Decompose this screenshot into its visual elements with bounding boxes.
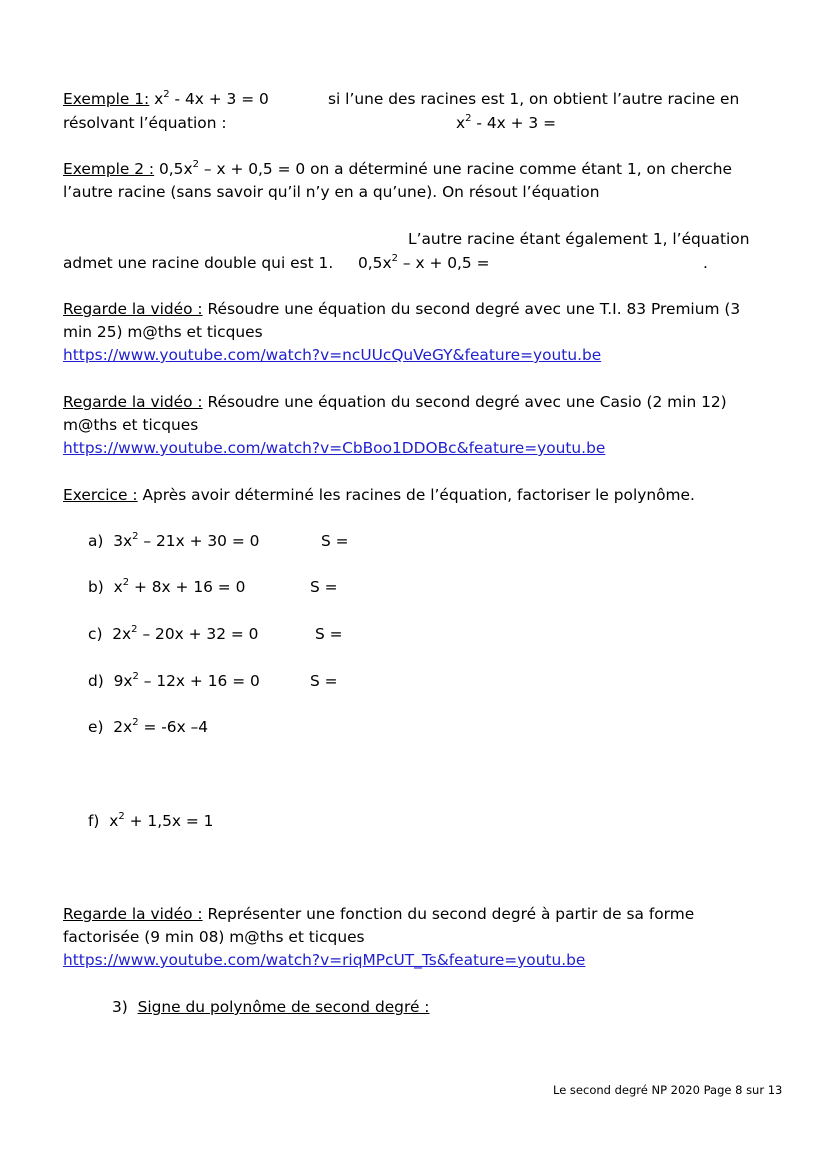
item-letter: b) bbox=[88, 578, 104, 596]
exercise-item-e bbox=[88, 717, 208, 737]
example2-dot: . bbox=[703, 254, 708, 272]
example2-equation3 bbox=[358, 253, 490, 273]
example2-eq-x: 0,5x bbox=[154, 160, 193, 178]
item-eq-post: + 8x + 16 = 0 bbox=[129, 578, 246, 596]
example1-line1 bbox=[63, 89, 269, 109]
item-eq-post: – 12x + 16 = 0 bbox=[138, 672, 260, 690]
video1-label: Regarde la vidéo : bbox=[63, 300, 203, 318]
video3-text: Représenter une fonction du second degré à partir de sa forme bbox=[202, 905, 695, 923]
item-eq-post: – 21x + 30 = 0 bbox=[138, 532, 260, 550]
example1-equation-x: x bbox=[149, 90, 164, 108]
video2-text: Résoudre une équation du second degré avec une Casio (2 min 12) bbox=[202, 393, 727, 411]
exercise-item-c-solution: S = bbox=[315, 625, 343, 643]
exercise-text: Après avoir déterminé les racines de l’équation, factoriser le polynôme. bbox=[137, 486, 695, 504]
section3-heading bbox=[112, 997, 430, 1017]
video2-label: Regarde la vidéo : bbox=[63, 393, 203, 411]
video1-link[interactable]: https://www.youtube.com/watch?v=ncUUcQuVeGY&feature=youtu.be bbox=[63, 346, 602, 364]
item-eq-pre: 2x bbox=[112, 625, 132, 643]
example2-eq3-x: 0,5x bbox=[358, 254, 392, 272]
exponent: 2 bbox=[465, 112, 472, 124]
example2-text: on a déterminé une racine comme étant 1, on cherche bbox=[305, 160, 732, 178]
video2-link-line bbox=[63, 438, 605, 458]
video3-label: Regarde la vidéo : bbox=[63, 905, 203, 923]
example2-eq3-rest: – x + 0,5 = bbox=[397, 254, 490, 272]
exercise-heading bbox=[63, 485, 695, 505]
item-eq-pre: 3x bbox=[113, 532, 133, 550]
item-letter: a) bbox=[88, 532, 104, 550]
item-eq-pre: 2x bbox=[113, 718, 133, 736]
video3-link-line bbox=[63, 950, 585, 970]
example1-label: Exemple 1: bbox=[63, 90, 150, 108]
exponent: 2 bbox=[132, 716, 139, 728]
exponent: 2 bbox=[131, 623, 138, 635]
example1-eq2-rest: - 4x + 3 = bbox=[471, 114, 556, 132]
exercise-label: Exercice : bbox=[63, 486, 138, 504]
exercise-item-c bbox=[88, 624, 258, 644]
example2-line3: L’autre racine étant également 1, l’équation bbox=[408, 230, 750, 248]
exercise-item-a bbox=[88, 531, 259, 551]
example1-line2: résolvant l’équation : bbox=[63, 114, 227, 132]
item-eq-pre: x bbox=[113, 578, 123, 596]
exponent: 2 bbox=[391, 252, 398, 264]
video3-line1 bbox=[63, 904, 694, 924]
exponent: 2 bbox=[122, 576, 130, 588]
item-letter: d) bbox=[88, 672, 104, 690]
exponent: 2 bbox=[132, 530, 139, 542]
item-eq-post: = -6x –4 bbox=[138, 718, 209, 736]
video2-link[interactable]: https://www.youtube.com/watch?v=CbBoo1DDOBc&feature=youtu.be bbox=[63, 439, 606, 457]
item-eq-pre: x bbox=[109, 812, 119, 830]
example1-eq2-x: x bbox=[456, 114, 466, 132]
item-letter: c) bbox=[88, 625, 103, 643]
video1-link-line bbox=[63, 345, 601, 365]
exercise-item-d-solution: S = bbox=[310, 672, 338, 690]
video1-text: Résoudre une équation du second degré avec une T.I. 83 Premium (3 bbox=[202, 300, 741, 318]
item-eq-post: + 1,5x = 1 bbox=[124, 812, 214, 830]
exponent: 2 bbox=[192, 158, 199, 170]
example2-label: Exemple 2 : bbox=[63, 160, 155, 178]
example2-line2: l’autre racine (sans savoir qu’il n’y en a qu’une). On résout l’équation bbox=[63, 183, 600, 201]
example1-text: si l’une des racines est 1, on obtient l’autre racine en bbox=[328, 90, 740, 108]
video3-link[interactable]: https://www.youtube.com/watch?v=riqMPcUT_Ts&feature=youtu.be bbox=[63, 951, 586, 969]
item-eq-pre: 9x bbox=[113, 672, 133, 690]
exercise-item-d bbox=[88, 671, 260, 691]
section3-number: 3) bbox=[112, 998, 128, 1016]
example2-line1 bbox=[63, 159, 732, 179]
item-letter: f) bbox=[88, 812, 100, 830]
exponent: 2 bbox=[163, 88, 170, 100]
page-footer: Le second degré NP 2020 Page 8 sur 13 bbox=[553, 1083, 783, 1097]
exercise-item-a-solution: S = bbox=[321, 532, 349, 550]
section3-title: Signe du polynôme de second degré : bbox=[137, 998, 430, 1016]
video2-line1 bbox=[63, 392, 727, 412]
exercise-item-b-solution: S = bbox=[310, 578, 338, 596]
example2-line4: admet une racine double qui est 1. bbox=[63, 254, 334, 272]
example2-eq-rest: – x + 0,5 = 0 bbox=[198, 160, 306, 178]
example1-equation-rest: - 4x + 3 = 0 bbox=[169, 90, 269, 108]
video1-line1 bbox=[63, 299, 740, 319]
video1-line2: min 25) m@ths et ticques bbox=[63, 323, 263, 341]
exponent: 2 bbox=[118, 810, 125, 822]
item-letter: e) bbox=[88, 718, 104, 736]
exercise-item-b bbox=[88, 577, 245, 597]
exercise-item-f bbox=[88, 811, 213, 831]
item-eq-post: – 20x + 32 = 0 bbox=[137, 625, 259, 643]
video3-line2: factorisée (9 min 08) m@ths et ticques bbox=[63, 928, 365, 946]
video2-line2: m@ths et ticques bbox=[63, 416, 199, 434]
exponent: 2 bbox=[132, 670, 139, 682]
example1-equation2 bbox=[456, 113, 556, 133]
